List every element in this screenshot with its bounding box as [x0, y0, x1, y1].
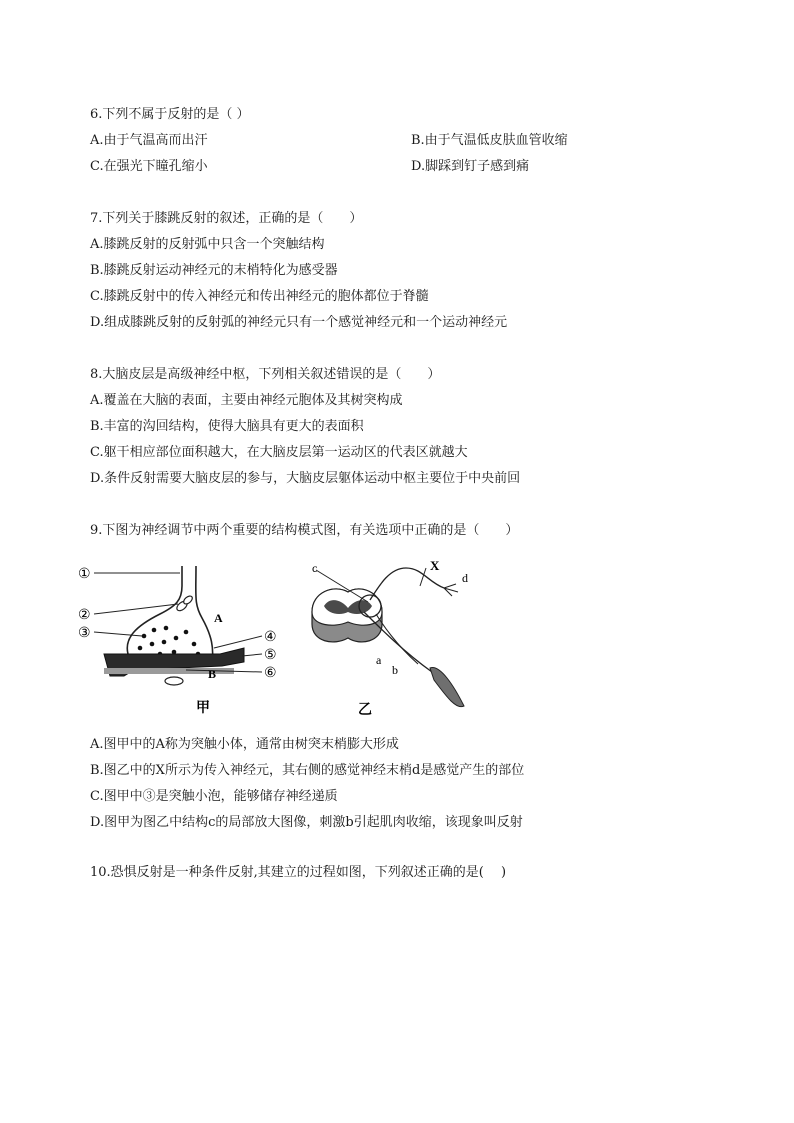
label-d: d	[462, 571, 468, 585]
question-8-stem: 8.大脑皮层是高级神经中枢，下列相关叙述错误的是（ ）	[90, 367, 441, 382]
question-9-option-b: B.图乙中的X所示为传入神经元，其右侧的感觉神经末梢d是感觉产生的部位	[90, 763, 525, 778]
label-b-synapse: B	[208, 667, 217, 681]
question-8-option-b: B.丰富的沟回结构，使得大脑具有更大的表面积	[90, 419, 364, 434]
question-6-option-b: B.由于气温低皮肤血管收缩	[411, 133, 568, 148]
label-1: ①	[78, 567, 91, 582]
question-7-option-a: A.膝跳反射的反射弧中只含一个突触结构	[90, 237, 325, 252]
question-9-option-a: A.图甲中的A称为突触小体，通常由树突末梢膨大形成	[90, 737, 399, 752]
question-8-option-d: D.条件反射需要大脑皮层的参与，大脑皮层躯体运动中枢主要位于中央前回	[90, 471, 521, 486]
question-7-option-d: D.组成膝跳反射的反射弧的神经元只有一个感觉神经元和一个运动神经元	[90, 315, 508, 330]
label-6: ⑥	[264, 666, 277, 681]
question-9-option-d: D.图甲为图乙中结构c的局部放大图像，刺激b引起肌肉收缩，该现象叫反射	[90, 815, 523, 830]
question-9-option-c: C.图甲中③是突触小泡，能够储存神经递质	[90, 789, 338, 804]
question-7-option-c: C.膝跳反射中的传入神经元和传出神经元的胞体都位于脊髓	[90, 289, 429, 304]
label-3: ③	[78, 626, 91, 641]
synapse-diagram	[74, 556, 304, 718]
reflex-arc-diagram	[306, 556, 496, 718]
question-8-option-c: C.躯干相应部位面积越大，在大脑皮层第一运动区的代表区就越大	[90, 445, 468, 460]
question-6-stem: 6.下列不属于反射的是（ ）	[90, 107, 250, 122]
question-9-stem: 9.下图为神经调节中两个重要的结构模式图，有关选项中正确的是（ ）	[90, 523, 519, 538]
question-6-option-c: C.在强光下瞳孔缩小	[90, 159, 208, 174]
label-4: ④	[264, 630, 277, 645]
figure-caption-yi: 乙	[358, 703, 372, 718]
question-8-option-a: A.覆盖在大脑的表面，主要由神经元胞体及其树突构成	[90, 393, 403, 408]
question-6-option-d: D.脚踩到钉子感到痛	[411, 159, 530, 174]
figure-caption-jia: 甲	[196, 701, 210, 716]
label-a-synapse: A	[214, 611, 223, 625]
question-10-stem: 10.恐惧反射是一种条件反射,其建立的过程如图，下列叙述正确的是( )	[90, 865, 507, 880]
label-a-neuron: a	[376, 653, 382, 667]
label-5: ⑤	[264, 648, 277, 663]
label-x: X	[430, 558, 440, 573]
label-2: ②	[78, 608, 91, 623]
question-7-stem: 7.下列关于膝跳反射的叙述，正确的是（ ）	[90, 211, 363, 226]
question-6-option-a: A.由于气温高而出汗	[90, 133, 208, 148]
label-b-neuron: b	[392, 663, 398, 677]
label-c: c	[312, 561, 318, 575]
question-7-option-b: B.膝跳反射运动神经元的末梢特化为感受器	[90, 263, 338, 278]
